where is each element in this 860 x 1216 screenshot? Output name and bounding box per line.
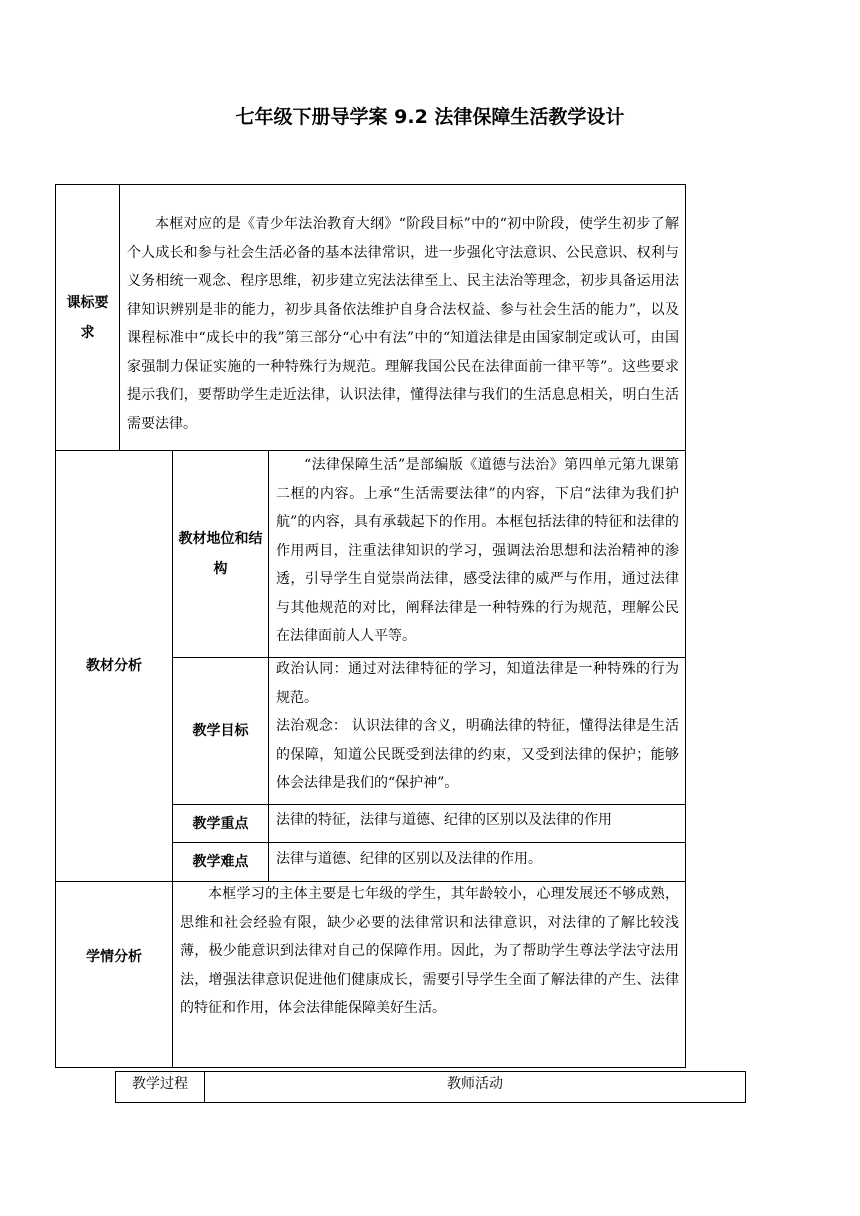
- teacher-activity-header: 教师活动: [447, 1076, 503, 1092]
- goals-text: [276, 655, 679, 798]
- process-label: 教学过程: [132, 1076, 188, 1092]
- students-text: 本框学习的主体主要是七年级的学生，其年龄较小，心理发展还不够成熟，思维和社会经验有限，缺少必要的法律常识和法律意识，对法律的了解比较浅薄，极少能意识到法律对自己的保障作用。因此，为了帮助学生尊法学法守法用法，增强法律意识促进他们健康成长，需要引导学生全面了解法律的产生、法律的特征和作用，体会法律能保障美好生活。: [180, 886, 679, 1016]
- table-rule: [745, 1071, 746, 1103]
- textbook-label-cell: [56, 451, 172, 881]
- students-label: 学情分析: [86, 949, 142, 965]
- textbook-label: 教材分析: [86, 658, 142, 674]
- goals-political-identity: 政治认同：通过对法律特征的学习，知道法律是一种特殊的行为规范。: [276, 661, 679, 706]
- students-label-cell: [56, 882, 172, 1032]
- table-rule: [55, 1067, 686, 1068]
- key-text: 法律的特征，法律与道德、纪律的区别以及法律的作用: [276, 812, 612, 828]
- position-label: 教材地位和结构: [178, 531, 263, 577]
- table-rule: [685, 184, 686, 1068]
- goals-label: 教学目标: [192, 723, 249, 739]
- table-rule: [119, 184, 120, 451]
- standards-label-cell: [56, 185, 119, 450]
- key-label-cell: [173, 805, 268, 842]
- table-rule: [268, 450, 269, 882]
- goals-rule-of-law: 法治观念： 认识法律的含义，明确法律的特征，懂得法律是生活的保障，知道公民既受到法律的约束，又受到法律的保护；能够体会法律是我们的“保护神”。: [276, 718, 679, 791]
- table-rule: [115, 1102, 746, 1103]
- standards-text: 本框对应的是《青少年法治教育大纲》“阶段目标”中的“初中阶段，使学生初步了解个人成长和参与社会生活必备的基本法律常识，进一步强化守法意识、公民意识、权利与义务相统一观念、程序思维，初步建立宪法法律至上、民主法治等理念，初步具备运用法律知识辨别是非的能力，初步具备依法维护自身合法权益、参与社会生活的能力”，以及课程标准中“成长中的我”第三部分“心中有法”中的“知道法律是由国家制定或认可，由国家强制力保证实施的一种特殊行为规范。理解我国公民在法律面前一律平等”。这些要求提示我们，要帮助学生走近法律，认识法律，懂得法律与我们的生活息息相关，明白生活需要法律。: [127, 216, 679, 432]
- difficult-label-cell: [173, 843, 268, 881]
- position-text: “法律保障生活”是部编版《道德与法治》第四单元第九课第二框的内容。上承“生活需要法律”的内容，下启“法律为我们护航”的内容，具有承载起下的作用。本框包括法律的特征和法律的作用两目，注重法律知识的学习，强调法治思想和法治精神的渗透，引导学生自觉崇尚法律，感受法律的威严与作用，通过法律与其他规范的对比，阐释法律是一种特殊的行为规范，理解公民在法律面前人人平等。: [276, 457, 679, 644]
- goals-label-cell: [173, 658, 268, 804]
- table-rule: [115, 1071, 746, 1072]
- document-title: 七年级下册导学案 9.2 法律保障生活教学设计: [235, 106, 625, 128]
- difficult-label: 教学难点: [192, 854, 249, 870]
- position-label-cell: [173, 451, 268, 657]
- table-rule: [55, 184, 686, 185]
- difficult-text: 法律与道德、纪律的区别以及法律的作用。: [276, 851, 542, 867]
- standards-label: 课标要求: [66, 294, 109, 341]
- key-label: 教学重点: [192, 815, 249, 832]
